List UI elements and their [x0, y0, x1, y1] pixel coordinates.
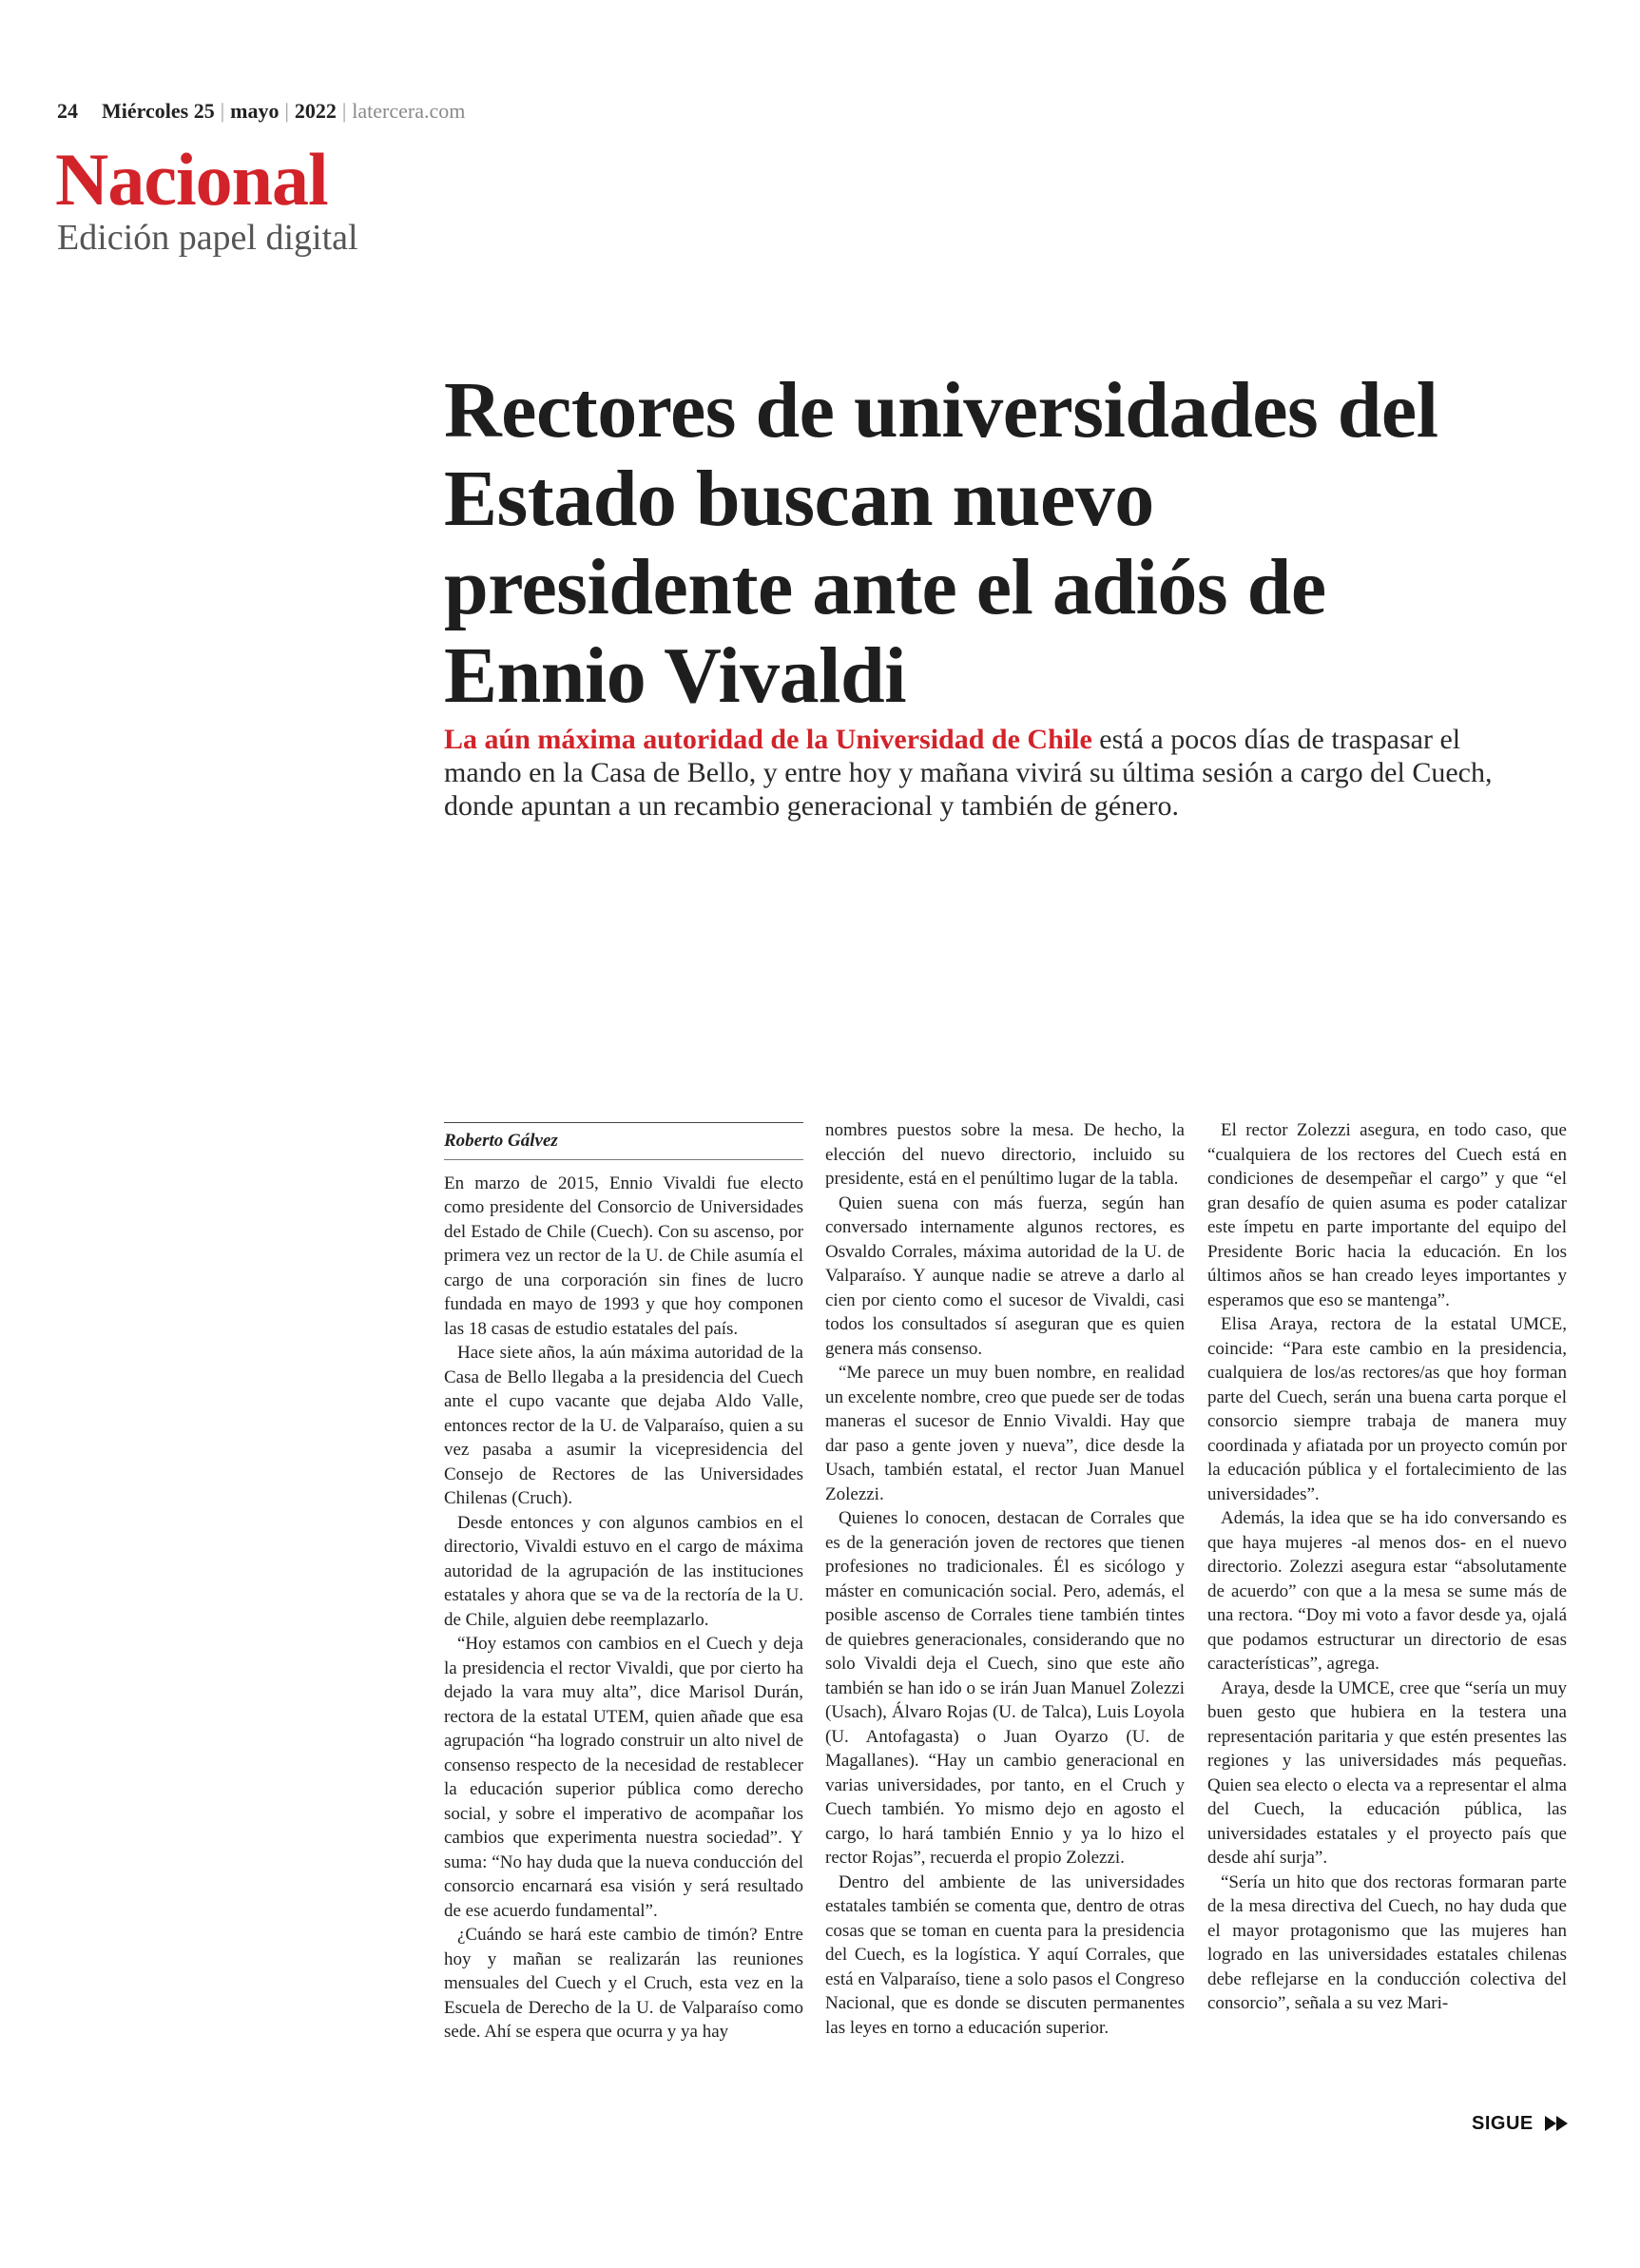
issue-day: Miércoles 25: [102, 99, 215, 123]
paragraph: “Sería un hito que dos rectoras formaran parte de la mesa directiva del Cuech, no hay duda que el mayor protagonismo que las mujeres han logrado en las universidades estatales chilenas debe reflejarse en la conducción colectiva del consorcio”, señala a su vez Mari-: [1207, 1871, 1567, 2013]
paragraph: Además, la idea que se ha ido conversando es que haya mujeres -al menos dos- en el nuevo directorio. Zolezzi asegura estar “absolutamente de acuerdo” con que a la mesa se sume más de una rectora. “Doy mi voto a favor desde ya, ojalá que podamos estructurar un directorio de esas características”, agrega.: [1207, 1508, 1567, 1674]
byline: Roberto Gálvez: [444, 1129, 803, 1160]
double-right-arrow-icon: [1545, 2113, 1568, 2135]
page-folio: [57, 99, 465, 124]
continue-label: SIGUE: [1472, 2113, 1534, 2134]
folio-separator: |: [220, 99, 225, 123]
issue-year: 2022: [294, 99, 337, 123]
section-title: Nacional: [55, 138, 328, 221]
paragraph: En marzo de 2015, Ennio Vivaldi fue electo como presidente del Consorcio de Universidades del Estado de Chile (Cuech). Con su ascenso, por primera vez un rector de la U. de Chile asumía el cargo de una corporación sin fines de lucro fundada en mayo de 1993 y que hoy componen las 18 casas de estudio estatales del país.: [444, 1173, 803, 1339]
paragraph: El rector Zolezzi asegura, en todo caso, que “cualquiera de los rectores del Cuech está en condiciones de desempeñar el cargo” y que “el gran desafío de quien asuma es poder catalizar este ímpetu en parte importante del equipo del Presidente Boric hacia la educación. En los últimos años se han creado leyes importantes y esperamos que eso se mantenga”.: [1207, 1120, 1567, 1310]
section-subtitle: Edición papel digital: [57, 218, 358, 258]
paragraph: ¿Cuándo se hará este cambio de timón? Entre hoy y mañan se realizarán las reuniones mensuales del Cuech y el Cruch, esta vez en la Escuela de Derecho de la U. de Valparaíso como sede. Ahí se espera que ocurra y ya hay: [444, 1925, 803, 2042]
paragraph: Elisa Araya, rectora de la estatal UMCE, coincide: “Para este cambio en la presidencia, cualquiera de los/as rectores/as que hoy forman parte del Cuech, serán una buena carta porque el consorcio siempre trabaja de manera muy coordinada y afiatada por un proyecto común por la educación pública y el fortalecimiento de las universidades”.: [1207, 1314, 1567, 1504]
paragraph: Quienes lo conocen, destacan de Corrales que es de la generación joven de rectores que tienen profesiones no tradicionales. Él es sicólogo y máster en comunicación social. Pero, además, el posible ascenso de Corrales tiene también tintes de quiebres generacionales, considerando que no solo Vivaldi deja el Cuech, sino que este año también se han ido o se irán Juan Manuel Zolezzi (Usach), Álvaro Rojas (U. de Talca), Luis Loyola (U. Antofagasta) o Juan Oyarzo (U. de Magallanes). “Hay un cambio generacional en varias universidades, por tanto, en el Cruch y Cuech también. Yo mismo dejo en agosto el cargo, lo hará también Ennio y ya lo hizo el rector Rojas”, recuerda el propio Zolezzi.: [825, 1508, 1185, 1868]
paragraph: “Hoy estamos con cambios en el Cuech y deja la presidencia el rector Vivaldi, que por cierto ha dejado la vara muy alta”, dice Marisol Durán, rectora de la estatal UTEM, quien añade que esa agrupación “ha logrado construir un alto nivel de consenso respecto de la necesidad de restablecer la educación superior pública como derecho social, y sobre el imperativo de acompañar los cambios que experimenta nuestra sociedad”. Y suma: “No hay duda que la nueva conducción del consorcio encarnará esa visión y será resultado de ese acuerdo fundamental”.: [444, 1634, 803, 1921]
paragraph: Desde entonces y con algunos cambios en el directorio, Vivaldi estuvo en el cargo de máxima autoridad de la agrupación de las instituciones estatales y ahora que se va de la rectoría de la U. de Chile, alguien debe reemplazarlo.: [444, 1512, 803, 1630]
paragraph: Quien suena con más fuerza, según han conversado internamente algunos rectores, es Osvaldo Corrales, máxima autoridad de la U. de Valparaíso. Y aunque nadie se atreve a darlo al cien por ciento como el sucesor de Vivaldi, casi todos los consultados sí aseguran que es quien genera más consenso.: [825, 1192, 1185, 1359]
folio-separator: |: [341, 99, 347, 123]
article-column-2: [825, 1118, 1185, 2040]
article-deck: [444, 723, 1499, 823]
byline-rule: [444, 1122, 803, 1123]
deck-highlight: La aún máxima autoridad de la Universidad de Chile: [444, 724, 1092, 755]
paragraph: Hace siete años, la aún máxima autoridad de la Casa de Bello llegaba a la presidencia del Cuech ante el cupo vacante que dejaba Aldo Valle, entonces rector de la U. de Valparaíso, quien a su vez pasaba a asumir la vicepresidencia del Consejo de Rectores de las Universidades Chilenas (Cruch).: [444, 1343, 803, 1508]
article-headline: Rectores de universidades del Estado buscan nuevo presidente ante el adiós de Ennio Vivaldi: [444, 366, 1438, 720]
paragraph: nombres puestos sobre la mesa. De hecho, la elección del nuevo directorio, incluido su presidente, está en el penúltimo lugar de la tabla.: [825, 1120, 1185, 1189]
paragraph: Dentro del ambiente de las universidades estatales también se comenta que, dentro de otras cosas que se toman en cuenta para la presidencia del Cuech, es la logística. Y aquí Corrales, que está en Valparaíso, tiene a solo pasos el Congreso Nacional, que es donde se discuten permanentes las leyes en torno a educación superior.: [825, 1871, 1185, 2038]
continue-indicator[interactable]: [1472, 2113, 1568, 2135]
deck-text: está a pocos días de traspasar el mando en la Casa de Bello, y entre hoy y mañana vivirá su última sesión a cargo del Cuech, donde apuntan a un recambio generacional y también de género.: [444, 724, 1493, 822]
folio-separator: |: [284, 99, 289, 123]
article-column-3: [1207, 1118, 1567, 2016]
article-column-1: [444, 1122, 803, 2045]
page-number: 24: [57, 99, 78, 123]
site-link[interactable]: latercera.com: [352, 99, 466, 123]
paragraph: Araya, desde la UMCE, cree que “sería un muy buen gesto que hubiera en la testera una representación paritaria y que estén presentes las regiones y las universidades más pequeñas. Quien sea electo o electa va a representar el alma del Cuech, la educación pública, las universidades estatales y el proyecto país que desde ahí surja”.: [1207, 1677, 1567, 1868]
issue-month: mayo: [230, 99, 280, 123]
paragraph: “Me parece un muy buen nombre, en realidad un excelente nombre, creo que puede ser de todas maneras el sucesor de Ennio Vivaldi. Hay que dar paso a gente joven y nueva”, dice desde la Usach, también estatal, el rector Juan Manuel Zolezzi.: [825, 1363, 1185, 1504]
